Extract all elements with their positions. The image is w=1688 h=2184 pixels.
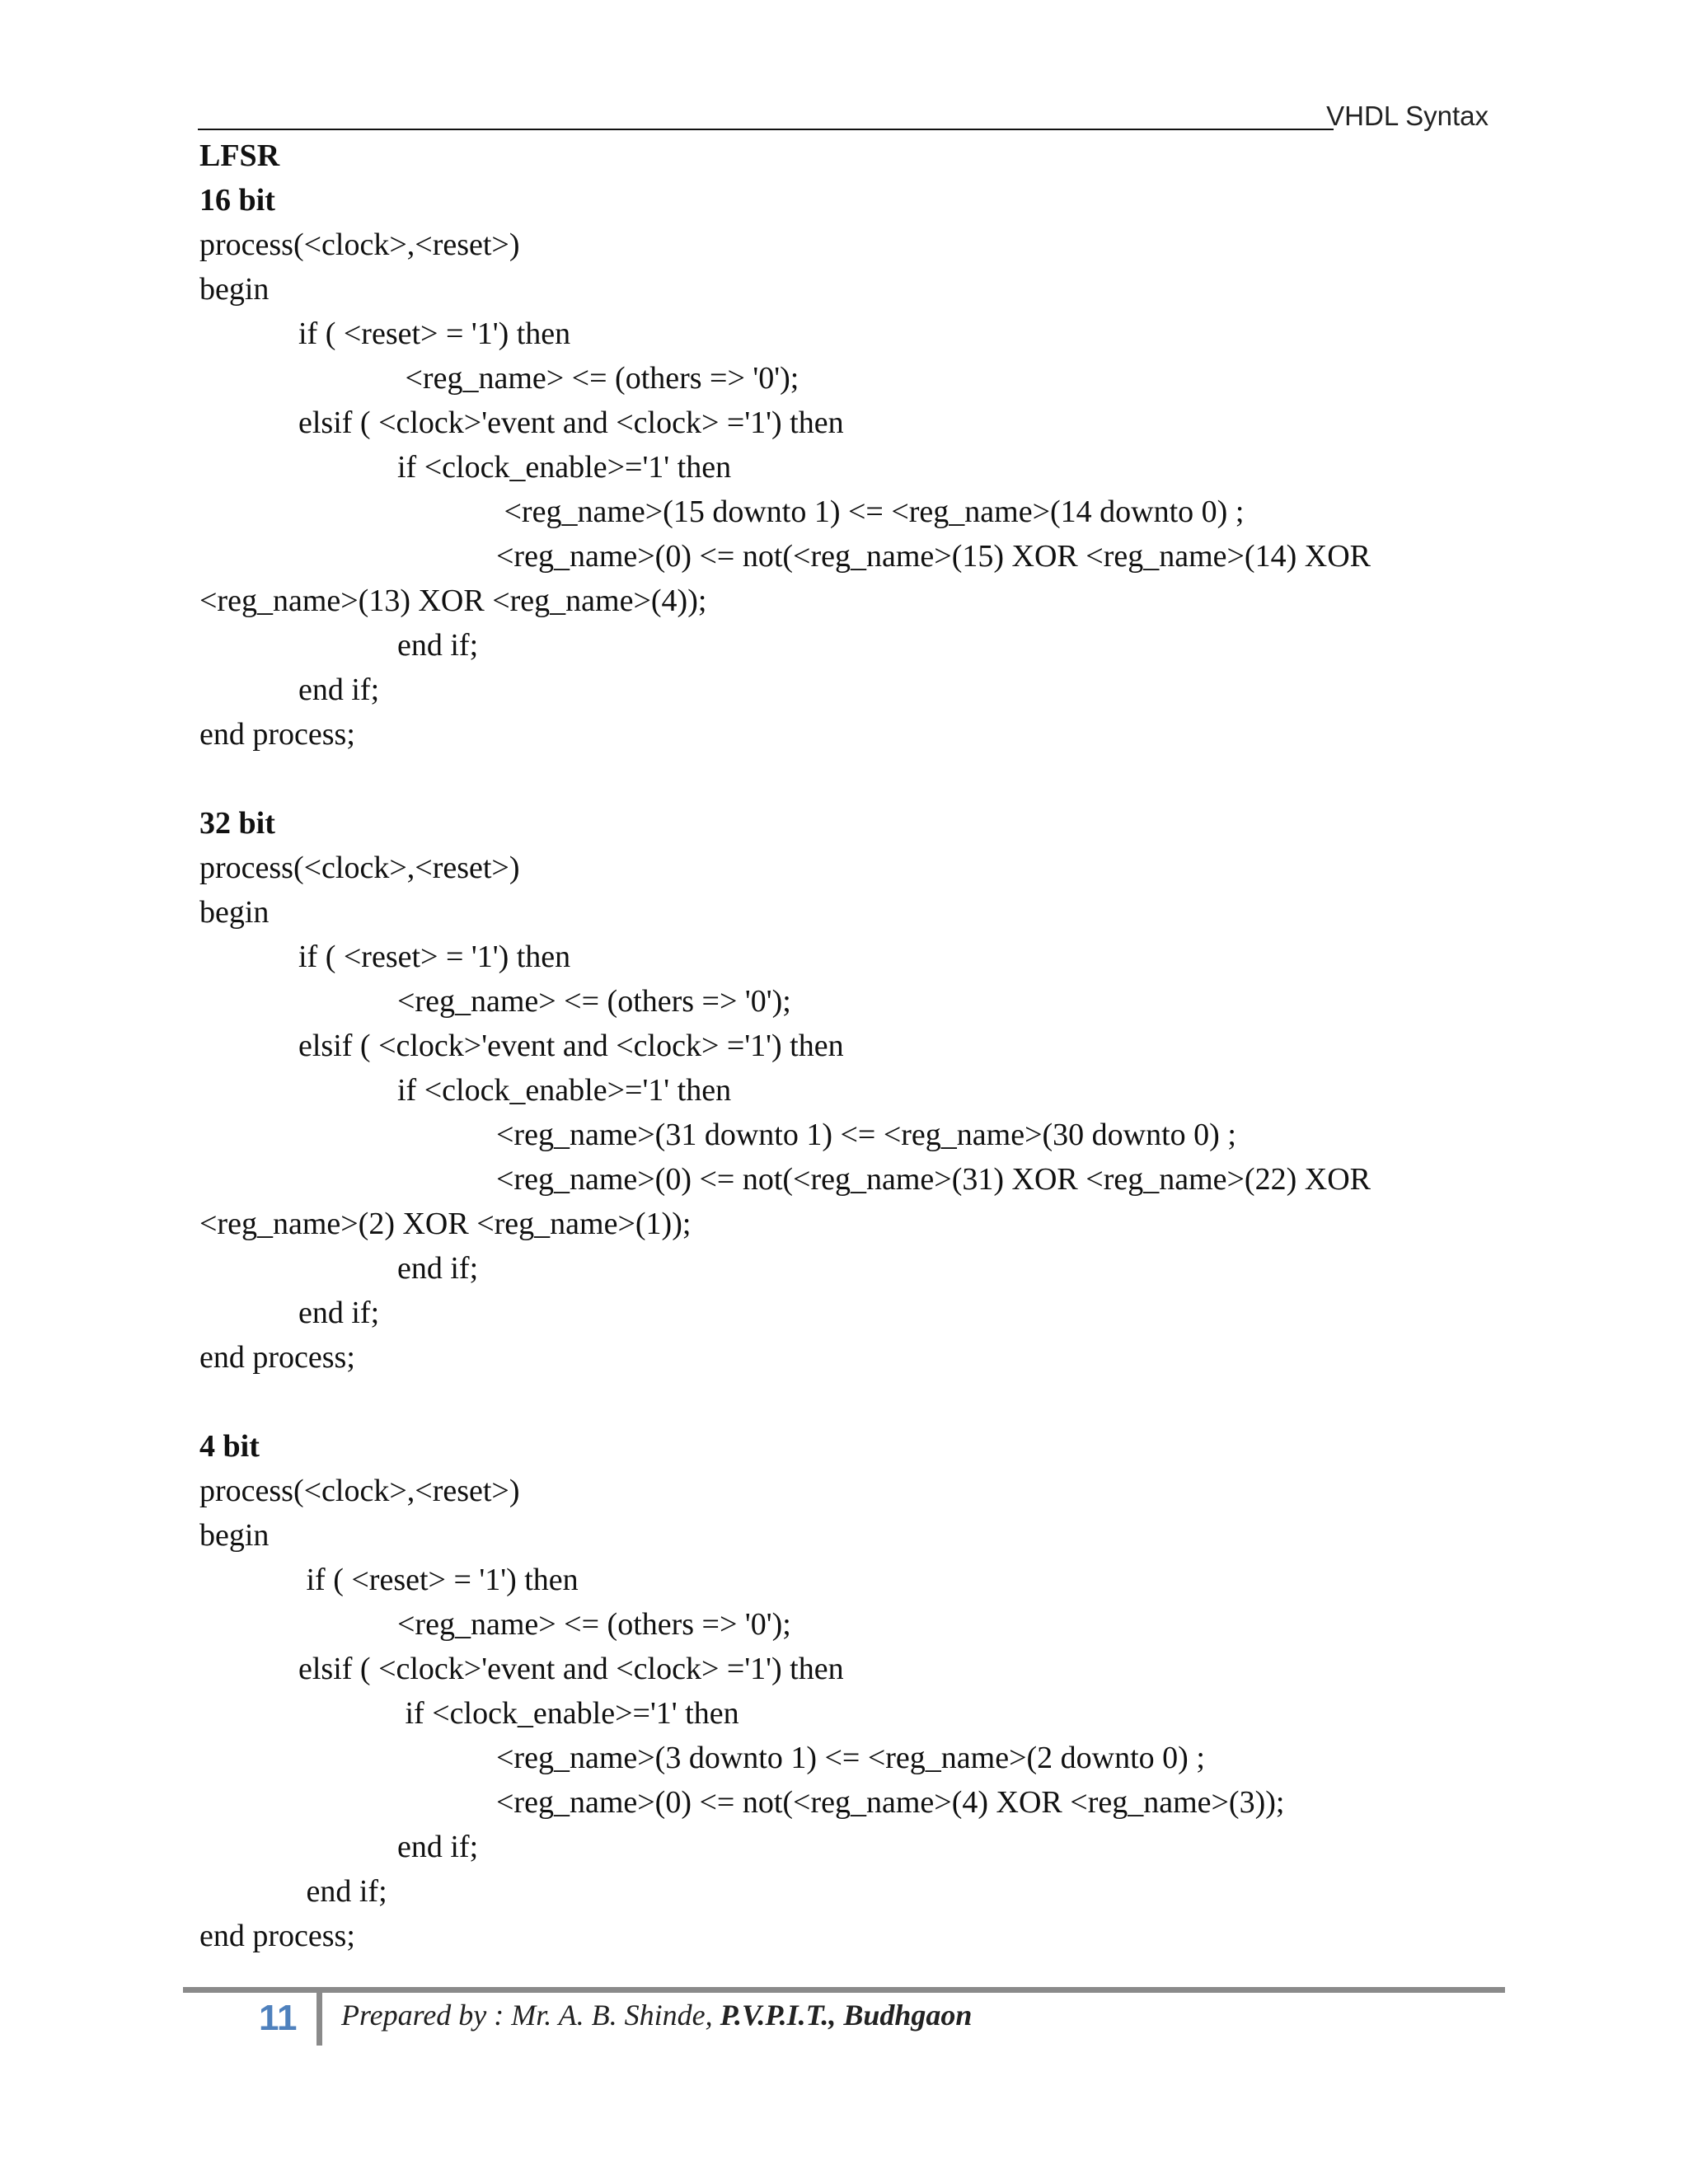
header-title: VHDL Syntax	[1326, 101, 1489, 131]
code-line: <reg_name>(3 downto 1) <= <reg_name>(2 downto 0) ;	[496, 1741, 1205, 1775]
section-heading: 4 bit	[199, 1429, 260, 1464]
code-line: end if;	[298, 673, 380, 707]
code-line: if ( <reset> = '1') then	[298, 1563, 579, 1597]
page-footer	[183, 1993, 1505, 2050]
credit-institute: P.V.P.I.T., Budhgaon	[720, 1999, 973, 2032]
code-line: <reg_name>(15 downto 1) <= <reg_name>(14 downto 0) ;	[496, 494, 1245, 529]
code-line: end if;	[397, 628, 479, 663]
code-line: process(<clock>,<reset>)	[199, 227, 520, 262]
code-line: <reg_name> <= (others => '0');	[397, 1607, 791, 1642]
code-line: begin	[199, 1518, 270, 1553]
code-listing	[199, 134, 1485, 1958]
code-line: process(<clock>,<reset>)	[199, 851, 520, 885]
code-line: elsif ( <clock>'event and <clock> ='1') then	[298, 405, 844, 440]
footer-credit	[341, 1998, 972, 2032]
code-line: process(<clock>,<reset>)	[199, 1474, 520, 1508]
code-line: <reg_name>(0) <= not(<reg_name>(4) XOR <reg_name>(3));	[496, 1785, 1285, 1820]
section-heading: LFSR	[199, 138, 280, 173]
code-line: begin	[199, 895, 270, 930]
blank-line	[199, 1380, 1485, 1424]
code-line: <reg_name>(2) XOR <reg_name>(1));	[199, 1207, 692, 1241]
code-line: <reg_name> <= (others => '0');	[397, 984, 791, 1019]
code-line: if ( <reset> = '1') then	[298, 316, 571, 351]
code-line: if <clock_enable>='1' then	[397, 1696, 739, 1731]
blank-line	[199, 757, 1485, 801]
code-line: elsif ( <clock>'event and <clock> ='1') then	[298, 1029, 844, 1063]
code-line: end if;	[298, 1296, 380, 1330]
code-line: <reg_name>(0) <= not(<reg_name>(15) XOR <reg_name>(14) XOR	[496, 539, 1371, 574]
code-line: end if;	[298, 1874, 387, 1909]
credit-author: Prepared by : Mr. A. B. Shinde,	[341, 1999, 720, 2032]
section-heading: 32 bit	[199, 806, 275, 841]
code-line: if <clock_enable>='1' then	[397, 450, 732, 485]
code-line: end if;	[397, 1830, 479, 1864]
code-line: end process;	[199, 717, 355, 752]
page-number: 11	[259, 1998, 298, 2038]
page-header	[198, 97, 1489, 134]
code-line: if ( <reset> = '1') then	[298, 940, 571, 974]
section-heading: 16 bit	[199, 183, 275, 218]
code-line: <reg_name>(13) XOR <reg_name>(4));	[199, 583, 707, 618]
footer-rule	[183, 1987, 1505, 1993]
code-line: <reg_name>(31 downto 1) <= <reg_name>(30 downto 0) ;	[496, 1118, 1236, 1152]
footer-divider	[316, 1993, 322, 2046]
code-line: <reg_name> <= (others => '0');	[397, 361, 799, 396]
code-line: end if;	[397, 1251, 479, 1286]
code-line: end process;	[199, 1919, 355, 1953]
header-rule	[198, 129, 1334, 130]
code-line: <reg_name>(0) <= not(<reg_name>(31) XOR <reg_name>(22) XOR	[496, 1162, 1371, 1197]
code-line: begin	[199, 272, 270, 307]
code-line: if <clock_enable>='1' then	[397, 1073, 732, 1108]
code-line: end process;	[199, 1340, 355, 1375]
code-line: elsif ( <clock>'event and <clock> ='1') then	[298, 1652, 844, 1686]
